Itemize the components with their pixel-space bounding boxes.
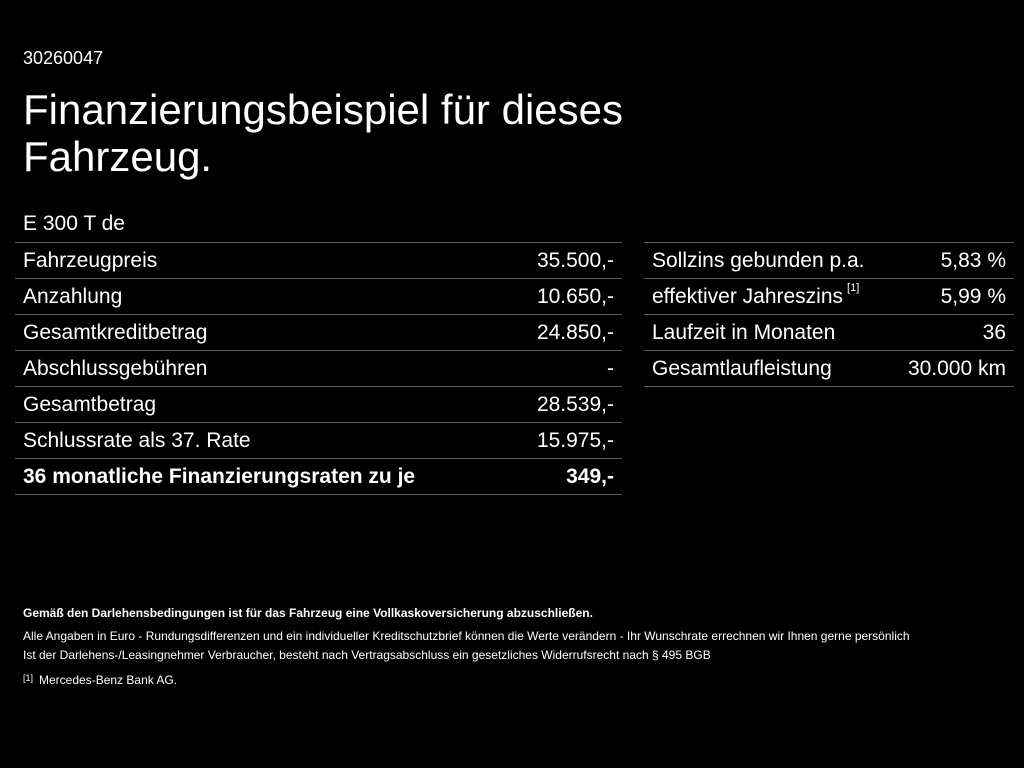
table-row bbox=[15, 242, 622, 278]
monthly-rate-row bbox=[15, 458, 622, 495]
financing-table bbox=[15, 242, 622, 495]
row-value: 36 bbox=[982, 320, 1006, 344]
row-label: Schlussrate als 37. Rate bbox=[23, 428, 251, 452]
insurance-note: Gemäß den Darlehensbedingungen ist für das Fahrzeug eine Vollkaskoversicherung abzuschließen. bbox=[23, 606, 593, 620]
table-row bbox=[15, 314, 622, 350]
row-value: 5,83 % bbox=[940, 248, 1006, 272]
row-value: 15.975,- bbox=[536, 428, 614, 452]
table-row bbox=[15, 350, 622, 386]
row-value: 10.650,- bbox=[536, 284, 614, 308]
row-label: Gesamtbetrag bbox=[23, 392, 157, 416]
footnote-reference: [1] bbox=[847, 281, 860, 294]
row-value: 5,99 % bbox=[940, 284, 1006, 308]
row-value: - bbox=[607, 356, 614, 380]
table-row bbox=[15, 386, 622, 422]
row-label: 36 monatliche Finanzierungsraten zu je bbox=[23, 464, 416, 488]
table-row bbox=[15, 278, 622, 314]
disclaimer-line: Alle Angaben in Euro - Rundungsdifferenzen und ein individueller Kreditschutzbrief können die Werte verändern - Ihr Wunschrate errechnen wir Ihnen gerne persönlich bbox=[23, 629, 910, 643]
row-label: Anzahlung bbox=[23, 284, 123, 308]
vehicle-id: 30260047 bbox=[23, 48, 104, 68]
table-row bbox=[15, 422, 622, 458]
title-line-2: Fahrzeug. bbox=[23, 133, 213, 180]
title-line-1: Finanzierungsbeispiel für dieses bbox=[23, 86, 623, 133]
vehicle-model: E 300 T de bbox=[23, 212, 125, 235]
row-label: Sollzins gebunden p.a. bbox=[652, 248, 865, 272]
row-label-text: effektiver Jahreszins bbox=[652, 284, 844, 308]
withdrawal-right-line: Ist der Darlehens-/Leasingnehmer Verbraucher, besteht nach Vertragsabschluss ein gesetzliches Widerrufsrecht nach § 495 BGB bbox=[23, 648, 711, 662]
table-row bbox=[644, 314, 1014, 350]
table-row bbox=[644, 242, 1014, 278]
page-title bbox=[23, 86, 923, 180]
row-label: Fahrzeugpreis bbox=[23, 248, 158, 272]
row-label bbox=[652, 281, 860, 309]
row-label: Gesamtlaufleistung bbox=[652, 356, 832, 380]
row-value: 30.000 km bbox=[907, 356, 1006, 380]
table-row bbox=[644, 278, 1014, 314]
row-label: Gesamtkreditbetrag bbox=[23, 320, 208, 344]
row-value: 35.500,- bbox=[536, 248, 614, 272]
footnote-text: Mercedes-Benz Bank AG. bbox=[39, 673, 178, 687]
table-row bbox=[644, 350, 1014, 387]
row-label: Laufzeit in Monaten bbox=[652, 320, 836, 344]
row-value: 24.850,- bbox=[536, 320, 614, 344]
interest-table bbox=[644, 242, 1014, 387]
footnote bbox=[23, 671, 1013, 690]
row-value: 28.539,- bbox=[536, 392, 614, 416]
legal-footer bbox=[23, 604, 1013, 690]
row-value: 349,- bbox=[566, 464, 614, 488]
footnote-marker: [1] bbox=[23, 673, 34, 683]
row-label: Abschlussgebühren bbox=[23, 356, 208, 380]
